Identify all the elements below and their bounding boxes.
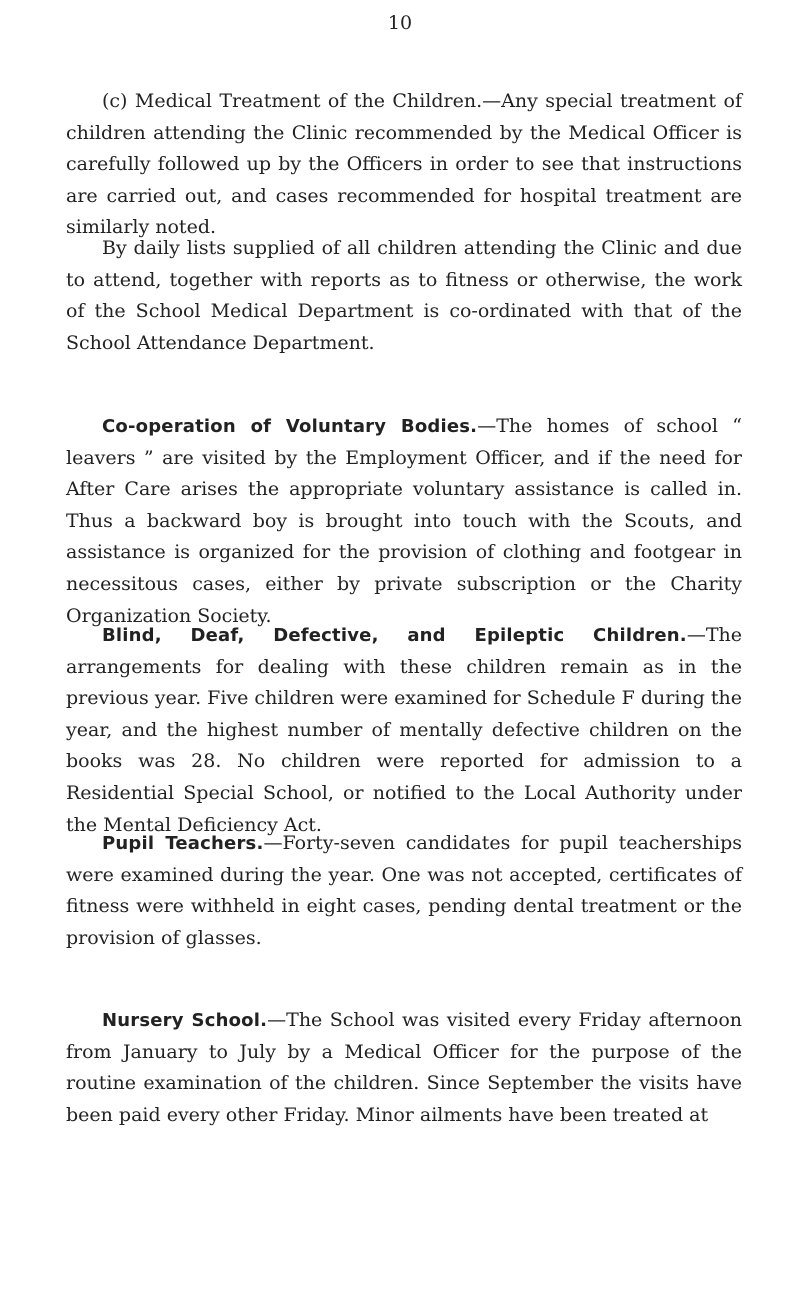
paragraph-text: —Forty-seven candidates for pupil teacherships were examined during the year. One was not accepted, certificates of fitness were withheld in eight cases, pending dental treatment or the provision of glasses.: [66, 832, 742, 949]
paragraph-text: By daily lists supplied of all children attending the Clinic and due to attend, together with reports as to fitness or otherwise, the work of the School Medical Department is co-ordinated with that of the School Attendance Department.: [66, 237, 742, 354]
section-heading: Co-operation of Voluntary Bodies.: [102, 416, 478, 437]
paragraph-text: —The arrangements for dealing with these children remain as in the previous year. Five children were examined for Schedule F during the year, and the highest number of mentally defective children on the books was 28. No children were reported for admission to a Residential Special School, or notified to the Local Authority under the Mental Deficiency Act.: [66, 624, 742, 836]
page-number: 10: [387, 12, 413, 34]
section-heading: Pupil Teachers.: [102, 833, 264, 854]
paragraph-text: —The School was visited every Friday afternoon from January to July by a Medical Officer for the purpose of the routine examination of the children. Since September the visits have been paid every other Friday. Minor ailments have been treated at: [66, 1009, 742, 1126]
paragraph-medical-treatment: [66, 86, 742, 244]
section-blind-deaf-children: [66, 620, 742, 841]
section-pupil-teachers: [66, 828, 742, 954]
paragraph-daily-lists: [66, 233, 742, 359]
section-nursery-school: [66, 1005, 742, 1131]
paragraph-text: (c) Medical Treatment of the Children.—Any special treatment of children attending the Clinic recommended by the Medical Officer is carefully followed up by the Officers in order to see that instructions are carried out, and cases recommended for hospital treatment are similarly noted.: [66, 90, 742, 239]
section-heading: Blind, Deaf, Defective, and Epileptic Children.: [102, 625, 687, 646]
section-heading: Nursery School.: [102, 1010, 268, 1031]
section-voluntary-bodies: [66, 411, 742, 632]
paragraph-text: —The homes of school “ leavers ” are visited by the Employment Officer, and if the need for After Care arises the appropriate voluntary assistance is called in. Thus a backward boy is brought into touch with the Scouts, and assistance is organized for the provision of clothing and footgear in necessitous cases, either by private subscription or the Charity Organization Society.: [66, 415, 742, 627]
